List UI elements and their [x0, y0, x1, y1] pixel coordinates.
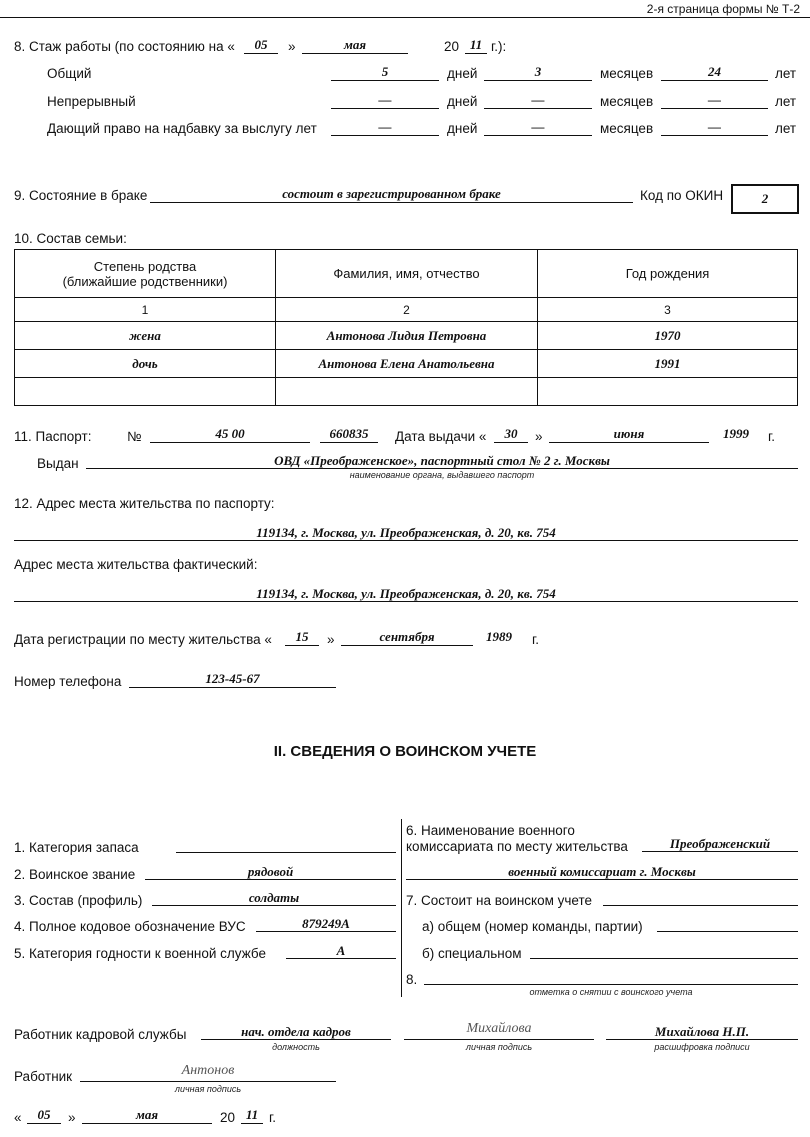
- final-quote-open: «: [14, 1110, 22, 1125]
- line: [331, 135, 439, 136]
- final-day: 05: [37, 1107, 51, 1122]
- hr-name: Михайлова Н.П.: [654, 1024, 750, 1039]
- s11-label: 11. Паспорт:: [14, 429, 92, 444]
- s8-months-word: месяцев: [600, 121, 654, 136]
- col-number: 2: [276, 298, 538, 322]
- hr-signature: Михайлова: [466, 1021, 532, 1036]
- line: [406, 879, 798, 880]
- item8-label: 8.: [406, 972, 418, 987]
- line: [320, 442, 378, 443]
- line: [484, 108, 592, 109]
- header-line: (ближайшие родственники): [62, 273, 228, 289]
- passport-day: 30: [504, 426, 518, 441]
- s10-label: 10. Состав семьи:: [14, 231, 127, 246]
- registration-year: 1989: [486, 629, 512, 644]
- table-row: [15, 350, 798, 378]
- s8-year-prefix: 20: [444, 39, 460, 54]
- registration-quote-close: »: [327, 632, 335, 647]
- registration-day: 15: [295, 629, 309, 644]
- name-cell: Антонова Лидия Петровна: [276, 322, 538, 350]
- fitness-value: А: [336, 943, 346, 958]
- s11-num-label: №: [127, 429, 142, 444]
- special-label: б) специальном: [422, 946, 522, 961]
- s8-row-total-days: 5: [381, 64, 389, 79]
- s8-months-word: месяцев: [600, 94, 654, 109]
- final-quote-close: »: [68, 1110, 76, 1125]
- line: [484, 80, 592, 81]
- s11-issued-label: Выдан: [37, 456, 79, 471]
- s8-row-continuous-months: —: [531, 92, 545, 107]
- col-number: 1: [15, 298, 276, 322]
- s8-row-total-label: Общий: [47, 66, 92, 81]
- line: [285, 645, 319, 646]
- form-page-label: 2-я страница формы № Т-2: [646, 2, 800, 16]
- phone-value: 123-45-67: [205, 671, 260, 686]
- family-header-name: Фамилия, имя, отчество: [276, 250, 538, 298]
- line: [661, 80, 768, 81]
- commissariat-line1: 6. Наименование военного: [406, 823, 575, 838]
- table-row: [15, 322, 798, 350]
- line: [86, 468, 798, 469]
- s8-date-day-line: [244, 53, 278, 54]
- line: [661, 135, 768, 136]
- s8-months-word: месяцев: [600, 66, 654, 81]
- s8-date-day: 05: [254, 37, 268, 52]
- hr-label: Работник кадровой службы: [14, 1027, 187, 1042]
- s8-date-month-line: [302, 53, 408, 54]
- s9-label: 9. Состояние в браке: [14, 188, 148, 203]
- registration-month: сентября: [379, 629, 435, 644]
- line: [241, 1123, 263, 1124]
- hr-position: нач. отдела кадров: [241, 1024, 351, 1039]
- line: [484, 135, 592, 136]
- s8-year-suffix: 11: [469, 37, 483, 52]
- line: [657, 931, 798, 932]
- address-passport: 119134, г. Москва, ул. Преображенская, д. 20, кв. 754: [256, 525, 556, 540]
- passport-series: 45 00: [215, 426, 245, 441]
- passport-issued: ОВД «Преображенское», паспортный стол № 2 г. Москвы: [274, 453, 610, 468]
- line: [606, 1039, 798, 1040]
- line: [150, 442, 310, 443]
- employee-signature: Антонов: [181, 1063, 235, 1078]
- name-cell: Антонова Елена Анатольевна: [276, 350, 538, 378]
- s8-row-total-years: 24: [708, 64, 721, 79]
- line: [145, 879, 396, 880]
- line: [530, 958, 798, 959]
- line: [331, 80, 439, 81]
- vus-label: 4. Полное кодовое обозначение ВУС: [14, 919, 246, 934]
- year-cell: 1991: [538, 350, 798, 378]
- cat-reserve-label: 1. Категория запаса: [14, 840, 139, 855]
- rank-value: рядовой: [247, 864, 294, 879]
- commissariat-line2: комиссариата по месту жительства: [406, 839, 628, 854]
- line: [27, 1123, 61, 1124]
- passport-month: июня: [613, 426, 645, 441]
- registration-label: Дата регистрации по месту жительства «: [14, 632, 272, 647]
- rank-label: 2. Воинское звание: [14, 867, 136, 882]
- s8-year-suffix-line: [465, 53, 487, 54]
- s9-line: [150, 202, 633, 203]
- vus-value: 879249А: [302, 916, 350, 931]
- issued-hint: наименование органа, выдавшего паспорт: [349, 470, 535, 480]
- s8-days-word: дней: [447, 66, 478, 81]
- s8-row-bonus-label: Дающий право на надбавку за выслугу лет: [47, 121, 317, 136]
- line: [80, 1081, 336, 1082]
- line: [82, 1123, 212, 1124]
- s11-date-label: Дата выдачи «: [395, 429, 487, 444]
- final-year-prefix: 20: [220, 1110, 236, 1125]
- employee-label: Работник: [14, 1069, 73, 1084]
- registration-year-end: г.: [532, 632, 540, 647]
- s8-row-continuous-years: —: [708, 92, 721, 107]
- relation-cell: [15, 378, 276, 406]
- s9-value: состоит в зарегистрированном браке: [282, 186, 501, 201]
- name-hint: расшифровка подписи: [654, 1042, 750, 1052]
- line: [201, 1039, 391, 1040]
- header-rule: [0, 17, 810, 18]
- position-hint: должность: [272, 1042, 320, 1052]
- family-header-relation: [15, 250, 276, 298]
- okin-label: Код по ОКИН: [640, 188, 724, 203]
- registered-label: 7. Состоит на воинском учете: [406, 893, 593, 908]
- s12-label: 12. Адрес места жительства по паспорту:: [14, 496, 275, 511]
- family-header-year: Год рождения: [538, 250, 798, 298]
- fitness-label: 5. Категория годности к военной службе: [14, 946, 266, 961]
- line: [494, 442, 528, 443]
- s8-days-word: дней: [447, 94, 478, 109]
- s11-year-end: г.: [768, 429, 776, 444]
- line: [404, 1039, 594, 1040]
- passport-year: 1999: [723, 426, 749, 441]
- line: [341, 645, 473, 646]
- name-cell: [276, 378, 538, 406]
- relation-cell: жена: [15, 322, 276, 350]
- address-actual: 119134, г. Москва, ул. Преображенская, д. 20, кв. 754: [256, 586, 556, 601]
- line: [286, 958, 396, 959]
- line: [256, 931, 396, 932]
- year-cell: [538, 378, 798, 406]
- line: [14, 601, 798, 602]
- line: [176, 852, 396, 853]
- s12-actual-label: Адрес места жительства фактический:: [14, 557, 258, 572]
- removal-hint: отметка о снятии с воинского учета: [529, 987, 693, 997]
- s8-row-bonus-months: —: [531, 119, 545, 134]
- employee-sig-hint: личная подпись: [174, 1084, 242, 1094]
- composition-value: солдаты: [248, 890, 300, 905]
- s8-years-word: лет: [775, 121, 797, 136]
- header-line: Степень родства: [93, 258, 197, 274]
- column-divider: [401, 819, 402, 997]
- s8-row-continuous-label: Непрерывный: [47, 94, 136, 109]
- family-table: [14, 249, 798, 406]
- military-title: II. СВЕДЕНИЯ О ВОИНСКОМ УЧЕТЕ: [273, 743, 537, 760]
- s8-label: 8. Стаж работы (по состоянию на «: [14, 39, 235, 54]
- s8-days-word: дней: [447, 121, 478, 136]
- line: [603, 905, 798, 906]
- line: [14, 540, 798, 541]
- commissariat-value1: Преображенский: [669, 836, 771, 851]
- year-cell: 1970: [538, 322, 798, 350]
- line: [642, 851, 798, 852]
- s8-quote-close: »: [288, 39, 296, 54]
- s8-row-continuous-days: —: [378, 92, 392, 107]
- s8-years-word: лет: [775, 94, 797, 109]
- s8-year-end: г.):: [491, 39, 507, 54]
- s8-row-total-months: 3: [534, 64, 542, 79]
- composition-label: 3. Состав (профиль): [14, 893, 143, 908]
- s11-quote-close: »: [535, 429, 543, 444]
- s8-years-word: лет: [775, 66, 797, 81]
- line: [331, 108, 439, 109]
- relation-cell: дочь: [15, 350, 276, 378]
- s8-date-month: мая: [343, 37, 367, 52]
- line: [424, 984, 798, 985]
- s8-row-bonus-years: —: [708, 119, 721, 134]
- general-label: а) общем (номер команды, партии): [422, 919, 643, 934]
- table-row: [15, 378, 798, 406]
- s8-row-bonus-days: —: [378, 119, 392, 134]
- final-year-suffix: 11: [245, 1107, 259, 1122]
- final-year-end: г.: [269, 1110, 277, 1125]
- phone-label: Номер телефона: [14, 674, 122, 689]
- line: [549, 442, 709, 443]
- col-number: 3: [538, 298, 798, 322]
- line: [152, 905, 396, 906]
- passport-number: 660835: [329, 426, 369, 441]
- final-month: мая: [135, 1107, 159, 1122]
- okin-value: 2: [761, 191, 769, 206]
- signature-hint: личная подпись: [465, 1042, 533, 1052]
- line: [129, 687, 336, 688]
- line: [661, 108, 768, 109]
- commissariat-value2: военный комиссариат г. Москвы: [508, 864, 696, 879]
